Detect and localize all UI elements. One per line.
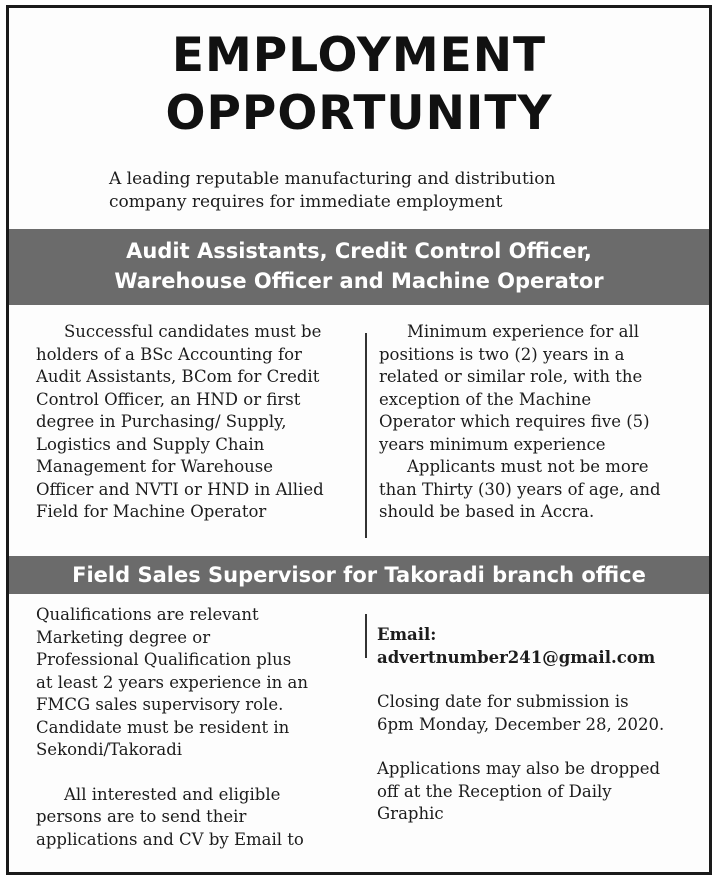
column-divider	[365, 333, 367, 538]
text-line: Marketing degree or	[36, 627, 211, 647]
text-line: Successful candidates must be	[64, 322, 322, 341]
text-line: years minimum experience	[379, 434, 606, 454]
contact-column	[377, 624, 697, 826]
text-line: than Thirty (30) years of age, and	[379, 479, 661, 499]
text-line: Qualifications are relevant	[36, 605, 259, 624]
text-line: Audit Assistants, BCom for Credit	[36, 367, 320, 386]
sales-supervisor-banner: Field Sales Supervisor for Takoradi branch office	[9, 556, 709, 594]
text-line: degree in Purchasing/ Supply,	[36, 412, 287, 431]
text-line: Officer and NVTI or HND in Allied	[36, 479, 324, 499]
text-line: All interested and eligible	[64, 784, 281, 804]
dropoff-line: Applications may also be dropped	[377, 759, 661, 778]
intro-line: company requires for immediate employment	[109, 192, 503, 212]
text-line: FMCG sales supervisory role.	[36, 695, 284, 714]
text-line: should be based in Accra.	[379, 502, 595, 521]
text-line: Minimum experience for all	[407, 322, 640, 341]
text-line: Control Officer, an HND or first	[36, 389, 301, 409]
intro-line: A leading reputable manufacturing and distribution	[109, 169, 556, 189]
text-line: Logistics and Supply Chain	[36, 434, 265, 454]
text-line: applications and CV by Email to	[36, 829, 304, 849]
text-line: Professional Qualification plus	[36, 650, 292, 669]
qualifications-column	[36, 604, 356, 851]
headline-line-2: OPPORTUNITY	[165, 86, 553, 141]
text-line: persons are to send their	[36, 807, 247, 826]
text-line: Operator which requires five (5)	[379, 412, 650, 431]
text-line: exception of the Machine	[379, 389, 592, 409]
email-address[interactable]: advertnumber241@gmail.com	[377, 647, 656, 667]
positions-banner-line: Audit Assistants, Credit Control Officer,	[126, 239, 592, 263]
headline-line-1: EMPLOYMENT	[171, 28, 547, 83]
column-divider	[365, 614, 367, 658]
email-label: Email:	[377, 625, 437, 644]
closing-date-line: Closing date for submission is	[377, 692, 629, 711]
text-line: holders of a BSc Accounting for	[36, 344, 302, 364]
text-line: Management for Warehouse	[36, 457, 274, 476]
text-line: Field for Machine Operator	[36, 502, 267, 521]
text-line: related or similar role, with the	[379, 367, 643, 386]
advert-frame	[6, 5, 712, 875]
experience-column	[379, 321, 699, 524]
intro-text	[109, 168, 629, 214]
text-line: Sekondi/Takoradi	[36, 740, 183, 759]
dropoff-line: Graphic	[377, 804, 444, 823]
text-line: Applicants must not be more	[407, 457, 649, 476]
text-line: positions is two (2) years in a	[379, 344, 625, 364]
text-line: Candidate must be resident in	[36, 717, 290, 737]
dropoff-line: off at the Reception of Daily	[377, 781, 612, 801]
text-line: at least 2 years experience in an	[36, 672, 309, 692]
requirements-column	[36, 321, 356, 524]
positions-banner	[9, 229, 709, 305]
closing-date-line: 6pm Monday, December 28, 2020.	[377, 714, 665, 734]
positions-banner-line: Warehouse Officer and Machine Operator	[114, 269, 604, 293]
